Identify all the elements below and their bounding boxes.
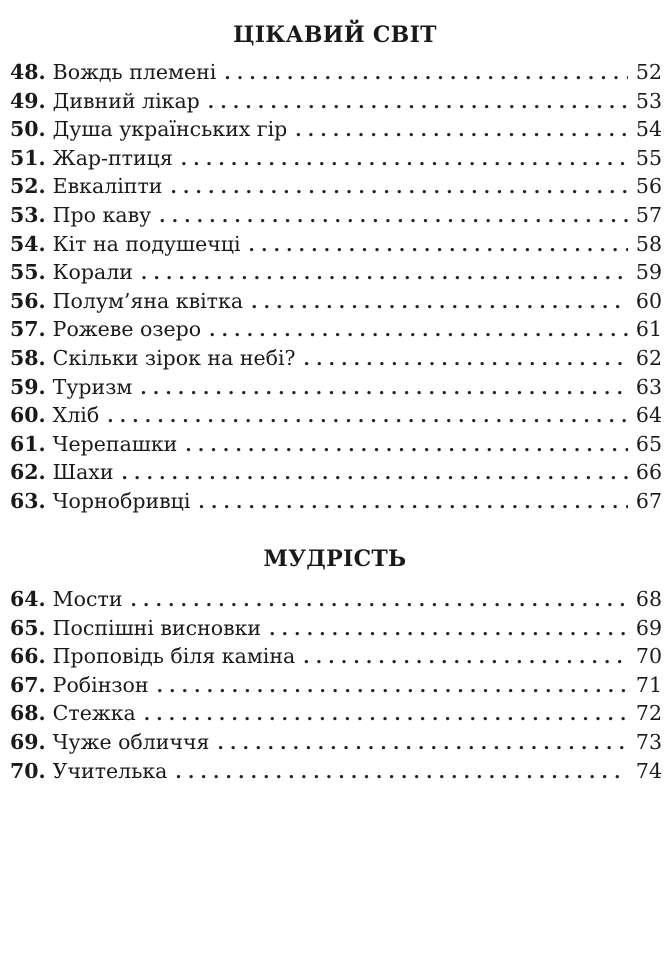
toc-entry (10, 701, 662, 730)
toc-entry-number: 55. (10, 260, 46, 285)
toc-entry-number: 54. (10, 231, 46, 256)
toc-entry-number: 52. (10, 174, 46, 199)
toc-entry-title: Жар-птиця (52, 145, 173, 170)
toc-entry-title: Душа українських гір (52, 117, 288, 142)
toc-entry-number: 63. (10, 488, 46, 513)
toc-entry (10, 146, 662, 175)
toc-dot-leader (249, 235, 628, 256)
toc-entry (10, 346, 662, 375)
toc-dot-leader (107, 406, 628, 427)
toc-entry-number: 48. (10, 60, 46, 84)
toc-dot-leader (159, 206, 628, 227)
toc-entry-title: Евкаліпти (52, 174, 163, 199)
toc-entry-page-number: 68 (635, 587, 662, 611)
toc-entry-number: 61. (10, 431, 46, 456)
toc-entry (10, 117, 662, 146)
toc-entry-title: Дивний лікар (52, 88, 200, 113)
toc-entry (10, 174, 662, 203)
toc-entry-title: Скільки зірок на небі? (52, 345, 296, 370)
toc-entry-page-number: 59 (635, 260, 662, 285)
toc-entry (10, 460, 662, 489)
toc-entry-title: Чуже обличчя (52, 729, 210, 754)
toc-dot-leader (181, 149, 628, 170)
toc-entry-number: 66. (10, 644, 46, 669)
toc-entry (10, 432, 662, 461)
toc-entry (10, 203, 662, 232)
toc-entry-number: 58. (10, 345, 46, 370)
toc-entry-page-number: 72 (635, 701, 662, 726)
toc-entry (10, 644, 662, 673)
toc-entry-number: 50. (10, 117, 46, 142)
toc-entry-page-number: 54 (635, 117, 662, 142)
toc-entry-page-number: 53 (635, 88, 662, 113)
toc-entry (10, 89, 662, 118)
toc-entry-number: 51. (10, 145, 46, 170)
toc-entry-title: Поспішні висновки (52, 615, 262, 640)
toc-entry-title: Стежка (52, 701, 136, 726)
toc-entry (10, 616, 662, 645)
toc-entry-page-number: 56 (635, 174, 662, 199)
toc-entry (10, 403, 662, 432)
toc-entry (10, 759, 662, 788)
toc-entry (10, 60, 662, 89)
toc-entry-page-number: 64 (635, 403, 662, 428)
toc-entry-number: 60. (10, 403, 46, 428)
toc-entry-page-number: 57 (635, 202, 662, 227)
toc-dot-leader (185, 435, 628, 456)
toc-entry-page-number: 66 (635, 460, 662, 485)
toc-entry-title: Учителька (52, 758, 168, 783)
toc-entry-title: Хліб (52, 403, 100, 428)
toc-entry-page-number: 69 (635, 615, 662, 640)
toc-entry-number: 65. (10, 615, 46, 640)
toc-dot-leader (304, 349, 628, 370)
toc-entry (10, 673, 662, 702)
toc-entry-number: 62. (10, 460, 46, 485)
section-title-tsikavyi-svit: ЦІКАВИЙ СВІТ (233, 22, 437, 48)
toc-list-section-2 (10, 587, 662, 787)
toc-entry (10, 730, 662, 759)
toc-entry (10, 489, 662, 518)
toc-entry-page-number: 74 (635, 758, 662, 783)
toc-entry-title: Чорнобривці (52, 488, 191, 513)
toc-entry-number: 68. (10, 701, 46, 726)
toc-entry-number: 64. (10, 587, 46, 611)
toc-dot-leader (269, 619, 628, 640)
section-title-mudrist: МУДРІСТЬ (263, 546, 407, 572)
toc-dot-leader (170, 177, 628, 198)
toc-dot-leader (157, 676, 628, 697)
toc-dot-leader (175, 762, 628, 783)
toc-list-section-1 (10, 60, 662, 518)
toc-entry-title: Проповідь біля каміна (52, 644, 296, 669)
toc-entry (10, 260, 662, 289)
toc-entry-title: Робінзон (52, 672, 149, 697)
toc-entry-number: 67. (10, 672, 46, 697)
toc-entry-page-number: 60 (635, 288, 662, 313)
toc-entry (10, 317, 662, 346)
toc-dot-leader (141, 263, 628, 284)
toc-entry (10, 289, 662, 318)
toc-entry-number: 57. (10, 317, 46, 342)
toc-dot-leader (144, 704, 628, 725)
toc-entry-title: Вождь племені (52, 60, 217, 84)
toc-dot-leader (303, 647, 628, 668)
toc-entry-number: 59. (10, 374, 46, 399)
toc-entry-page-number: 63 (635, 374, 662, 399)
toc-entry-number: 56. (10, 288, 46, 313)
toc-entry-number: 53. (10, 202, 46, 227)
toc-entry-title: Туризм (52, 374, 133, 399)
toc-entry-page-number: 52 (635, 60, 662, 84)
toc-dot-leader (209, 320, 628, 341)
toc-dot-leader (251, 292, 628, 313)
toc-entry-page-number: 67 (635, 488, 662, 513)
toc-entry-page-number: 55 (635, 145, 662, 170)
toc-dot-leader (218, 733, 629, 754)
toc-entry-title: Полум’яна квітка (52, 288, 244, 313)
toc-entry-page-number: 65 (635, 431, 662, 456)
toc-dot-leader (208, 92, 628, 113)
toc-entry-title: Кіт на подушечці (52, 231, 241, 256)
toc-entry-page-number: 70 (635, 644, 662, 669)
toc-entry (10, 232, 662, 261)
toc-entry-page-number: 71 (635, 672, 662, 697)
toc-entry-page-number: 58 (635, 231, 662, 256)
toc-entry-title: Шахи (52, 460, 114, 485)
toc-entry-title: Рожеве озеро (52, 317, 202, 342)
toc-dot-leader (224, 63, 628, 84)
toc-dot-leader (198, 492, 628, 513)
toc-entry-title: Корали (52, 260, 133, 285)
toc-entry-page-number: 61 (635, 317, 662, 342)
toc-entry-title: Про каву (52, 202, 152, 227)
toc-dot-leader (131, 590, 629, 611)
toc-dot-leader (122, 463, 628, 484)
toc-entry-title: Черепашки (52, 431, 178, 456)
toc-entry-number: 49. (10, 88, 46, 113)
toc-entry (10, 587, 662, 616)
toc-entry-title: Мости (52, 587, 123, 611)
toc-entry-number: 69. (10, 729, 46, 754)
toc-entry-number: 70. (10, 758, 46, 783)
toc-entry (10, 375, 662, 404)
toc-entry-page-number: 73 (635, 729, 662, 754)
toc-dot-leader (295, 120, 628, 141)
toc-entry-page-number: 62 (635, 345, 662, 370)
toc-dot-leader (140, 378, 628, 399)
